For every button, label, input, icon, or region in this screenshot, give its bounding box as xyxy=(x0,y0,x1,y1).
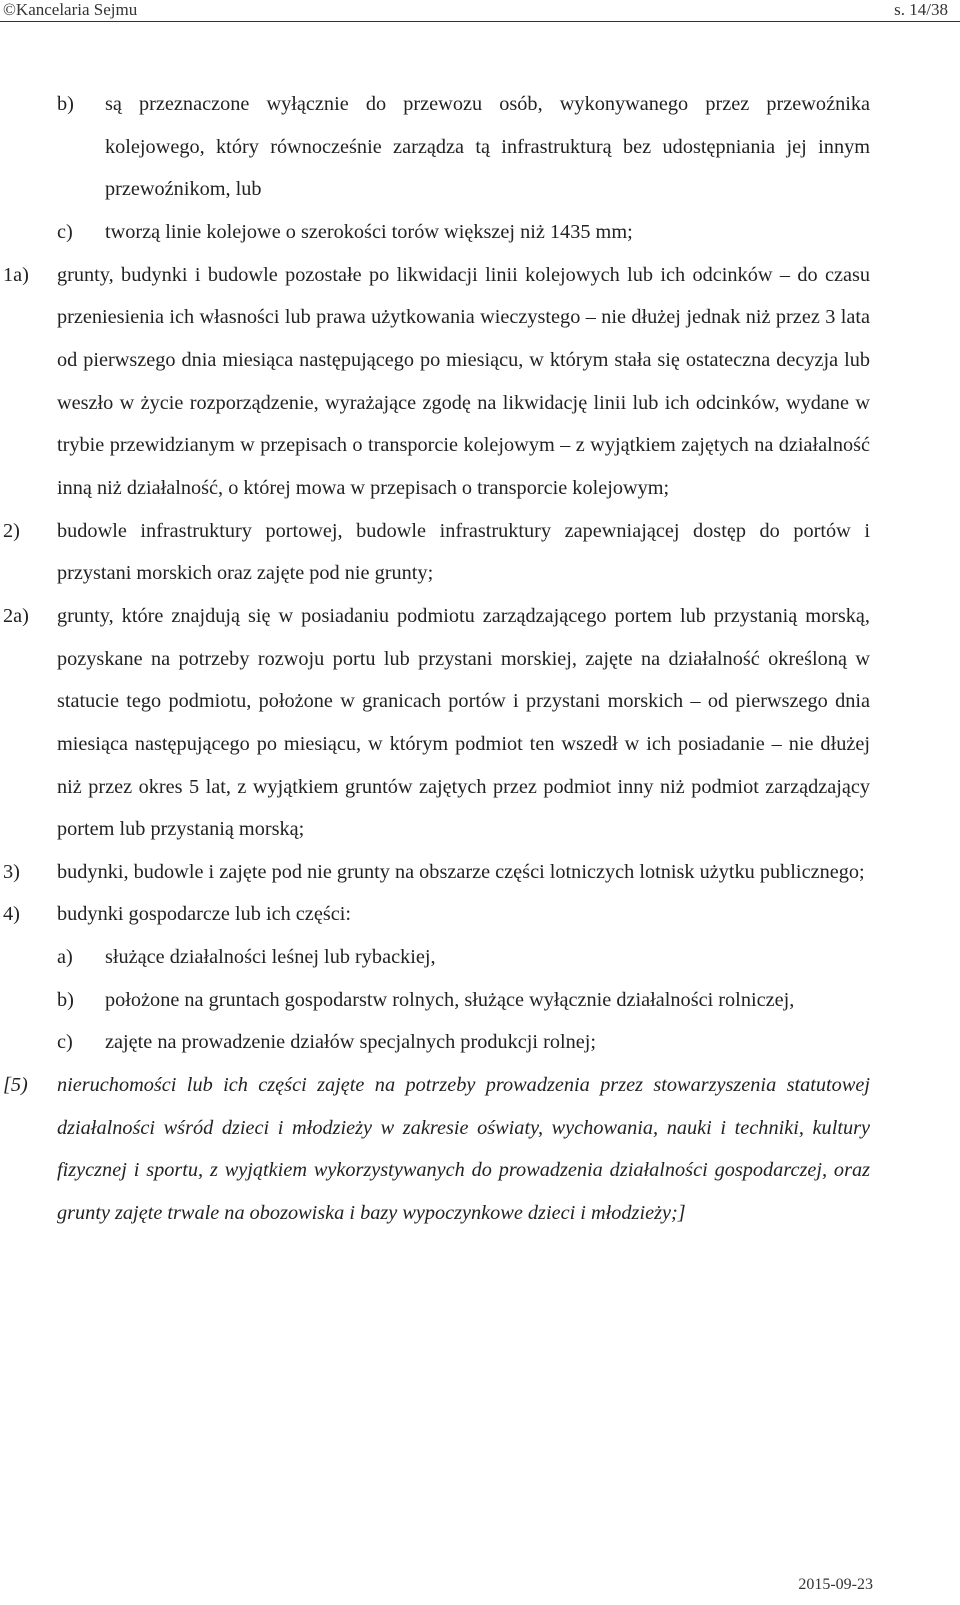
list-item xyxy=(0,254,960,510)
document-body xyxy=(0,83,960,1235)
item-text: są przeznaczone wyłącznie do przewozu osób, wykonywanego przez przewoźnika kolejowego, który równocześnie zarządza tą infrastrukturą bez udostępniania jej innym przewoźnikom, lub xyxy=(105,93,870,201)
item-text: służące działalności leśnej lub rybackiej, xyxy=(105,946,436,969)
header-page-number: s. 14/38 xyxy=(894,0,948,19)
item-text: tworzą linie kolejowe o szerokości torów większej niż 1435 mm; xyxy=(105,220,633,243)
item-label: c) xyxy=(57,1031,73,1054)
list-item xyxy=(0,83,960,211)
header-divider xyxy=(0,21,960,22)
item-text: nieruchomości lub ich części zajęte na potrzeby prowadzenia przez stowarzyszenia statutowej działalności wśród dzieci i młodzieży w zakresie oświaty, wychowania, nauki i techniki, kultury fizycznej i sportu, z wyjątkiem wykorzystywanych do prowadzenia działalności gospodarczej, oraz grunty zajęte trwale na obozowiska i bazy wypoczynkowe dzieci i młodzieży;] xyxy=(57,1074,870,1225)
list-item-repealed xyxy=(0,1064,960,1235)
item-text: budynki, budowle i zajęte pod nie grunty na obszarze części lotniczych lotnisk użytku publicznego; xyxy=(57,860,865,883)
item-label: b) xyxy=(57,988,74,1011)
item-text: budynki gospodarcze lub ich części: xyxy=(57,903,351,926)
list-item xyxy=(0,510,960,595)
item-label: 2a) xyxy=(3,604,29,627)
item-label: b) xyxy=(57,93,74,115)
item-label: 1a) xyxy=(3,263,29,286)
item-text: położone na gruntach gospodarstw rolnych, służące wyłącznie działalności rolniczej, xyxy=(105,988,795,1011)
list-item xyxy=(0,936,960,979)
list-item xyxy=(0,595,960,851)
item-label: a) xyxy=(57,946,73,969)
item-text: grunty, budynki i budowle pozostałe po likwidacji linii kolejowych lub ich odcinków – do czasu przeniesienia ich własności lub prawa użytkowania wieczystego – nie dłużej jednak niż przez 3 lata od pierwszego dnia miesiąca następującego po miesiącu, w którym stała się ostateczna decyzja lub weszło w życie rozporządzenie, wyrażające zgodę na likwidację linii lub ich odcinków, wydane w trybie przewidzianym w przepisach o transporcie kolejowym – z wyjątkiem zajętych na działalność inną niż działalność, o której mowa w przepisach o transporcie kolejowym; xyxy=(57,263,870,499)
item-label: 3) xyxy=(3,860,20,883)
footer-date: 2015-09-23 xyxy=(798,1576,873,1593)
item-label: 2) xyxy=(3,519,20,542)
list-item xyxy=(0,893,960,936)
list-item xyxy=(0,1021,960,1064)
item-text: budowle infrastruktury portowej, budowle infrastruktury zapewniającej dostęp do portów i przystani morskich oraz zajęte pod nie grunty; xyxy=(57,519,870,585)
header-copyright: ©Kancelaria Sejmu xyxy=(3,0,138,19)
item-label: c) xyxy=(57,220,73,243)
list-item xyxy=(0,211,960,254)
list-item xyxy=(0,979,960,1022)
item-text: zajęte na prowadzenie działów specjalnych produkcji rolnej; xyxy=(105,1031,597,1054)
item-text: grunty, które znajdują się w posiadaniu podmiotu zarządzającego portem lub przystanią morską, pozyskane na potrzeby rozwoju portu lub przystani morskiej, zajęte na działalność określoną w statucie tego podmiotu, położone w granicach portów i przystani morskich – od pierwszego dnia miesiąca następującego po miesiącu, w którym podmiot ten wszedł w ich posiadanie – nie dłużej niż przez okres 5 lat, z wyjątkiem gruntów zajętych przez podmiot inny niż podmiot zarządzający portem lub przystanią morską; xyxy=(57,604,870,841)
page-header xyxy=(3,0,948,20)
list-item xyxy=(0,851,960,894)
item-label: 4) xyxy=(3,903,20,926)
item-label: [5) xyxy=(3,1074,28,1097)
